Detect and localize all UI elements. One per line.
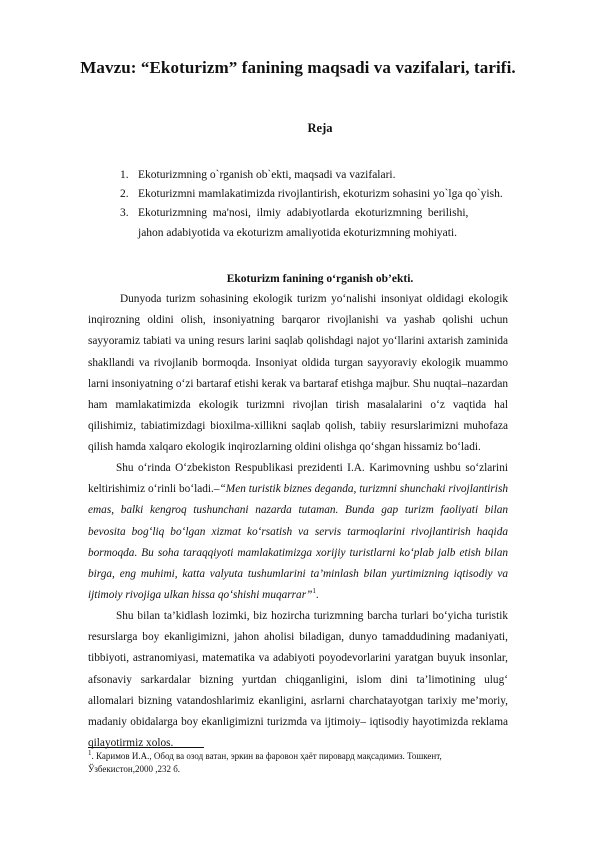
- plan-item: [120, 204, 520, 223]
- paragraph-2: [88, 458, 508, 606]
- plan-item-text: Ekoturizmni mamlakatimizda rivojlantirish, ekoturizm sohasini yo`lga qo`yish.: [138, 188, 503, 200]
- plan-item-number: 1.: [120, 169, 129, 181]
- plan-item-text: Ekoturizmning ma'nosi, ilmiy adabiyotlarda ekoturizmning berilishi,: [138, 207, 469, 219]
- plan-item-number: 2.: [120, 188, 129, 200]
- footnote-number: 1: [88, 749, 92, 757]
- plan-item-text: Ekoturizmning o`rganish ob`ekti, maqsadi va vazifalari.: [138, 169, 396, 181]
- footnote-reference[interactable]: 1: [312, 587, 316, 596]
- footnote: [88, 750, 508, 776]
- paragraph-2-intro: Shu o‘rinda O‘zbekiston Respublikasi prezidenti I.A. Karimovning ushbu so‘zlarini keltirishimiz o‘rinli bo‘ladi.–: [88, 462, 508, 496]
- footnote-separator: [88, 747, 204, 748]
- document-title: Mavzu: “Ekoturizm” fanining maqsadi va vazifalari, tarifi.: [80, 58, 516, 77]
- paragraph-3: Shu bilan ta’kidlash lozimki, biz hozircha turizmning barcha turlari bo‘yicha turistik resurslarga boy ekanligimizni, jahon aholisi biladigan, dunyo tamaddudining madaniyati, tibbiyoti, astranomiyasi, matematika va adabiyoti poyodevorlarini yaratgan buyuk insonlar, afsonaviy sarkardalar bizning yurtdan chiqganligini, islom dini ta’limotining ulug‘ allomalari bizning vatandoshlarimiz ekanligini, asrlarni charchatayotgan tarixiy me’moriy, madaniy obidalarga boy ekanligimizni turizmda va ijtimoiy– iqtisodiy hayotimizda reklama qilayotirmiz xolos.: [88, 610, 508, 750]
- section-heading: Ekoturizm fanining o‘rganish ob’ekti.: [226, 273, 414, 285]
- paragraph-1: Dunyoda turizm sohasining ekologik turizm yo‘nalishi insoniyat oldidagi ekologik inqirozning oldini olish, insoniyatning barqaror rivojlanishi va yashab qolishi uchun sayyoramiz tabiati va uning resurs larini saqlab qolishdagi najot yo‘llarini axtarish zaminida shakllandi va rivojlanib bormoqda. Insoniyat oldida turgan sayyoraviy ekologik muammo larni insoniyatning o‘zi bartaraf etishi kerak va bartaraf etishga majbur. Shu nuqtai–nazardan ham mamlakatimizda ekologik turizmni rivojlan tirish masalalarini o‘z vaqtida hal qilishimiz, tabiatimizdagi bioxilma-xillikni saqlab qolish, tabiiy resurslarimizni muhofaza qilish hamda xalqaro ekologik inqirozlarning oldini olishga qo‘shgan hissamiz bo‘ladi.: [88, 293, 508, 454]
- plan-item: [120, 185, 520, 204]
- plan-heading: Reja: [307, 121, 333, 135]
- plan-list: [120, 166, 520, 244]
- footnote-text: . Каримов И.А., Обод ва озод ватан, эркин ва фаровон ҳаёт пировард мақсадимиз. Тошкент, Ўзбекистон,2000 ,232 б.: [88, 751, 442, 774]
- plan-item-number: 3.: [120, 207, 129, 219]
- plan-item-continuation: jahon adabiyotida va ekoturizm amaliyotida ekoturizmning mohiyati.: [138, 227, 458, 239]
- president-quote: “Men turistik biznes deganda, turizmni shunchaki rivojlantirish emas, balki kengroq tushunchani nazarda tutaman. Bunda gap turizm faoliyati bilan bevosita bog‘liq bo‘lgan xizmat ko‘rsatish va servis tarmoqlarini rivojlantirish haqida bormoqda. Bu soha taraqqiyoti mamlakatimizga xorijiy turistlarni ko‘plab jalb etish bilan birga, eng muhimi, katta valyuta tushumlarini ta’minlash bilan yurtimizning iqtisodiy va ijtimoiy rivojiga ulkan hissa qo‘shishi muqarrar”: [88, 483, 508, 602]
- plan-item: [120, 166, 520, 185]
- paragraph-2-end: .: [315, 589, 319, 602]
